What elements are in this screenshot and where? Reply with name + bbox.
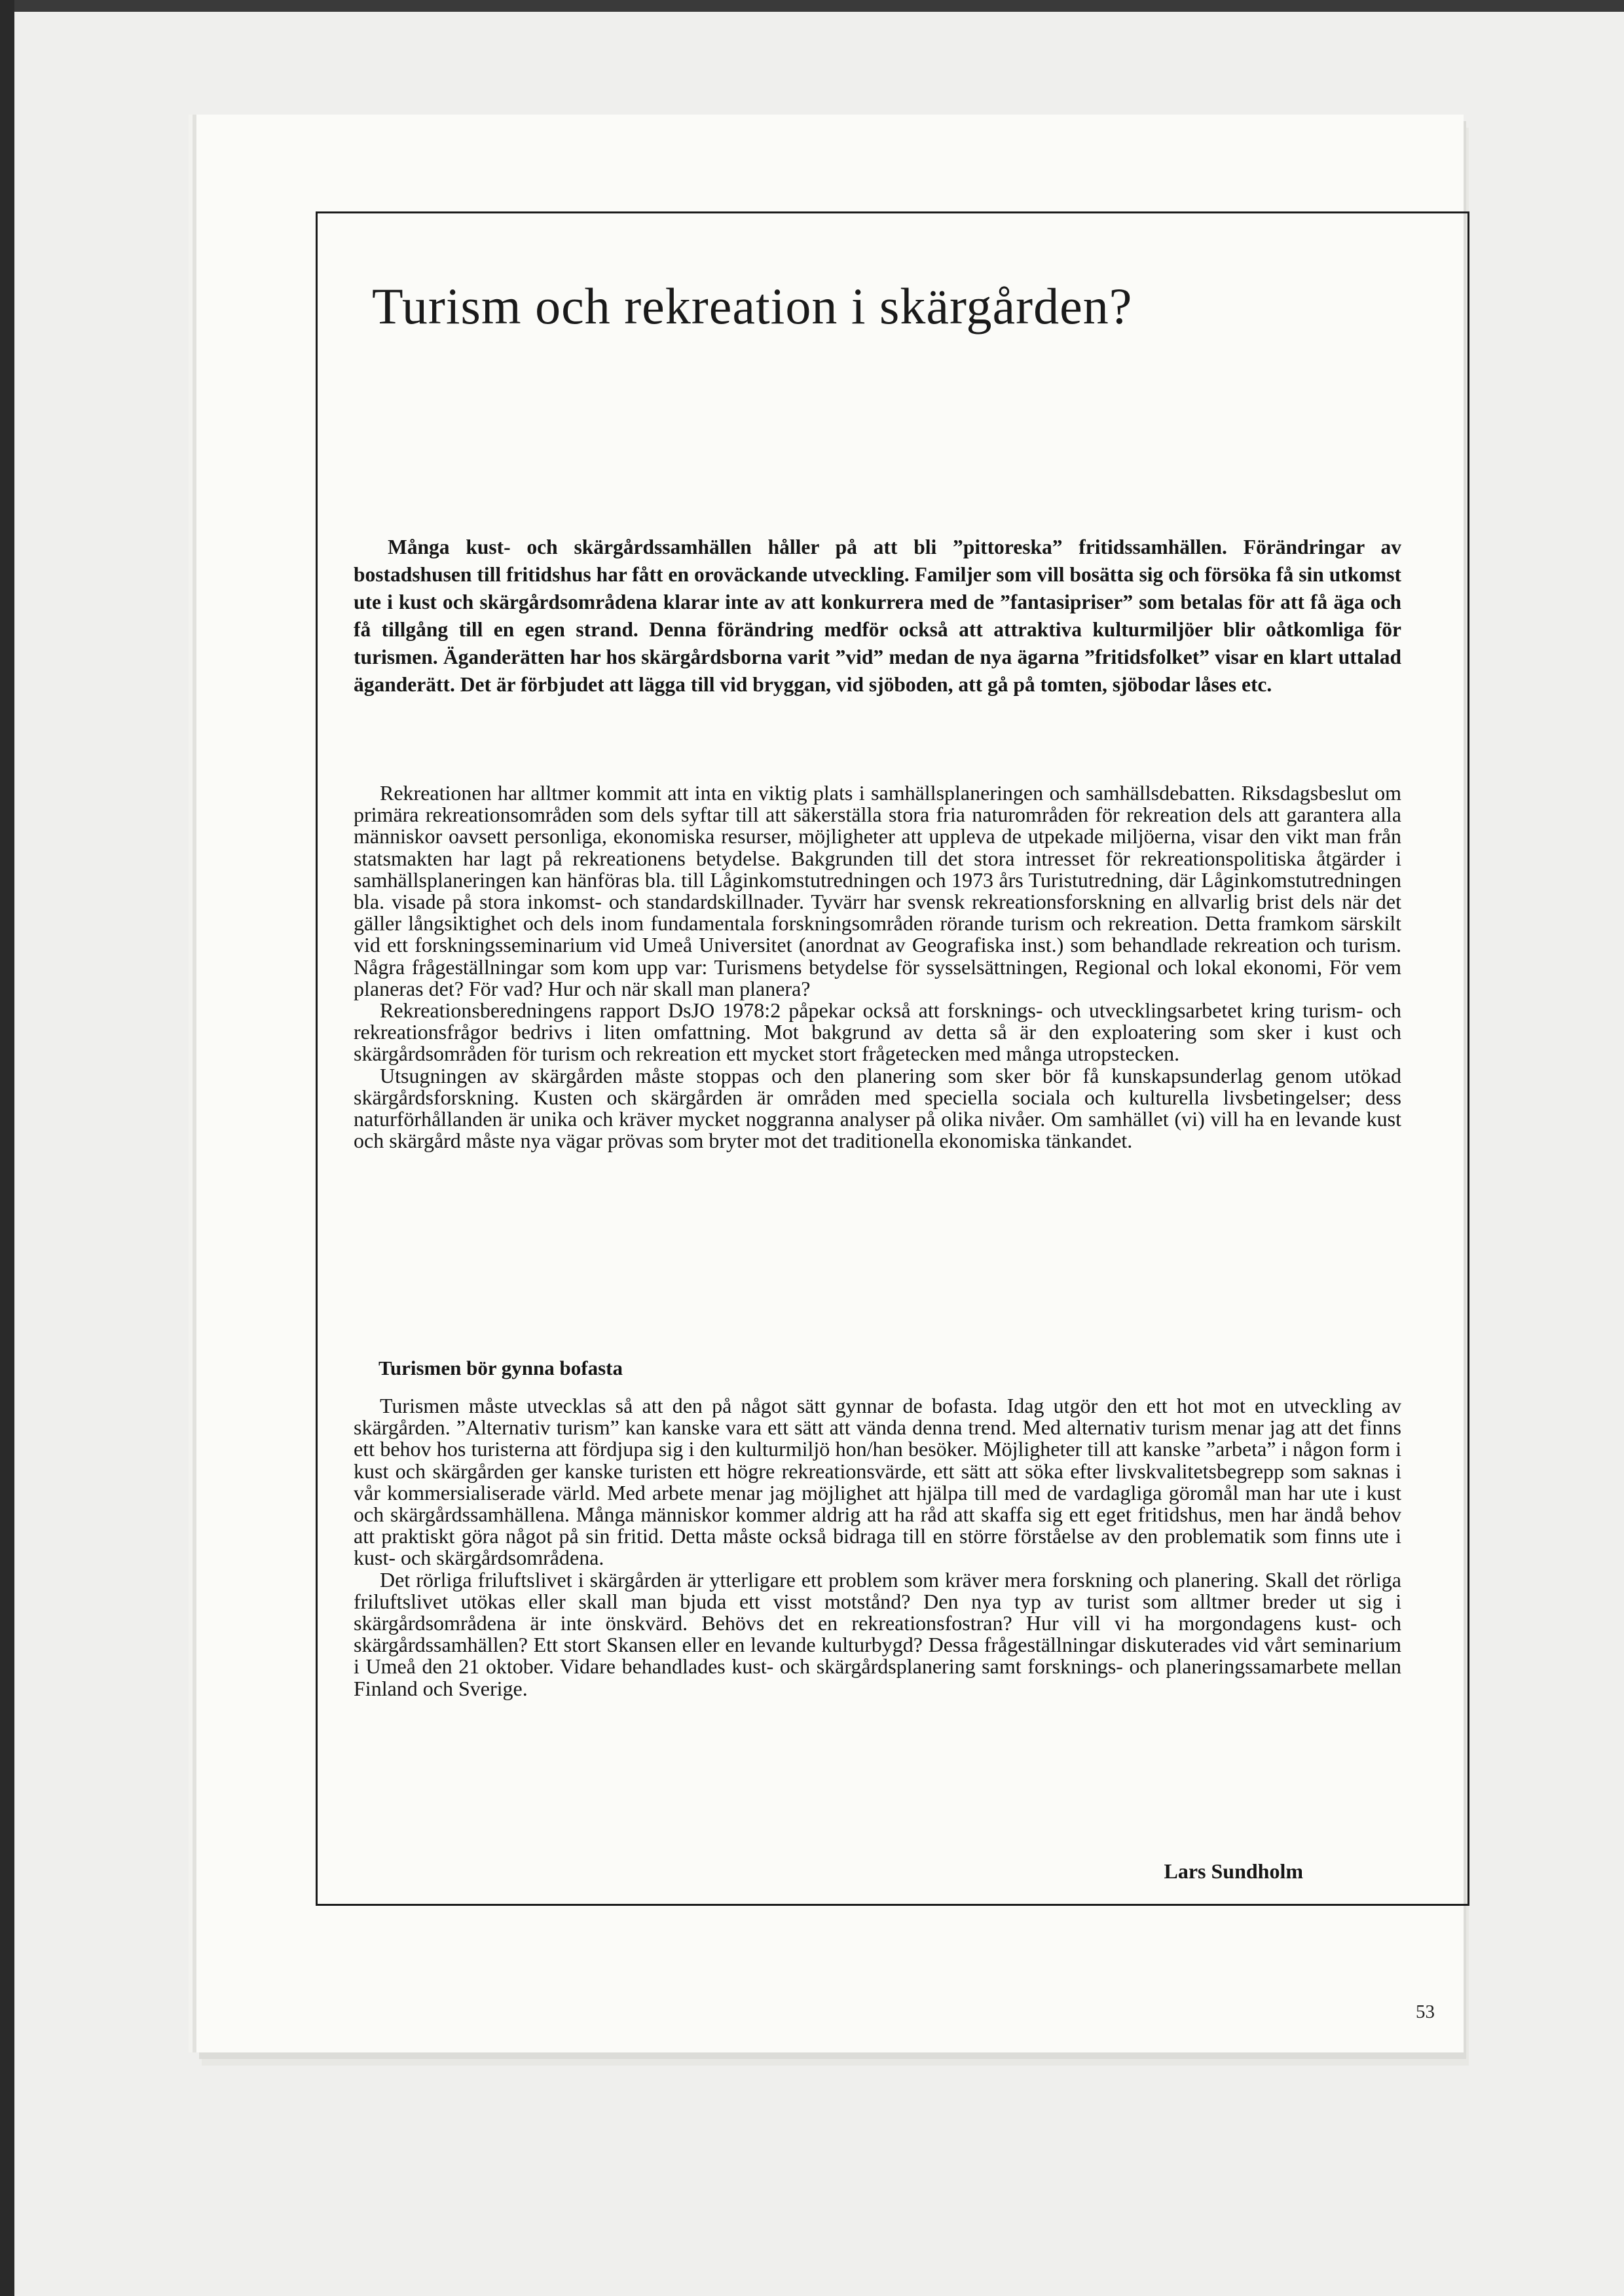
section-body	[354, 1395, 1401, 1700]
article-title: Turism och rekreation i skärgården?	[372, 278, 1133, 335]
author-signature: Lars Sundholm	[1164, 1859, 1303, 1883]
magazine-page	[196, 115, 1464, 2052]
body-paragraph: Rekreationen har alltmer kommit att inta en viktig plats i samhällsplaneringen och samhällsdebatten. Riksdagsbeslut om primära rekreationsområden som dels syftar till att säkerställa stora fria naturområden för rekreation dels att garantera alla människor oavsett personliga, ekonomiska resurser, möjligheter att uppleva de utpekade miljöerna, visar den vikt man från statsmakten har lagt på rekreationens betydelse. Bakgrunden till det stora intresset för rekreationspolitiska åtgärder i samhällsplaneringen kan hänföras bla. till Låginkomstutredningen och 1973 års Turistutredning, där Låginkomstutredningen bla. visade på stora inkomst- och standardskillnader. Tyvärr har svensk rekreationsforskning en allvarlig brist dels när det gäller långsiktighet och dels inom fundamentala forskningsområden rörande turism och rekreation. Detta framkom särskilt vid ett forskningsseminarium vid Umeå Universitet (anordnat av Geografiska inst.) som behandlade rekreation och turism. Några frågeställningar som kom upp var: Turismens betydelse för sysselsättningen, Regional och lokal ekonomi, För vem planeras det? För vad? Hur och när skall man planera?	[354, 781, 1401, 1000]
section-paragraph: Det rörliga friluftslivet i skärgården är ytterligare ett problem som kräver mera forskning och planering. Skall det rörliga friluftslivet utökas eller skall man bjuda ett visst motstånd? Den nya typ av turist som alltmer breder ut sig i skärgårdsområdena är inte önskvärd. Behövs det en rekreationsfostran? Hur vill vi ha morgondagens kust- och skärgårdssamhällen? Ett stort Skansen eller en levande kulturbygd? Dessa frågeställningar diskuterades vid vårt seminarium i Umeå den 21 oktober. Vidare behandlades kust- och skärgårdsplanering samt forsknings- och planeringssamarbete mellan Finland och Sverige.	[354, 1567, 1401, 1700]
section-paragraph: Turismen måste utvecklas så att den på något sätt gynnar de bofasta. Idag utgör den ett hot mot en utveckling av skärgården. ”Alternativ turism” kan kanske vara ett sätt att vända denna trend. Med alternativ turism menar jag att det finns ett behov hos turisterna att fördjupa sig i den kulturmiljö hon/han besöker. Möjligheter till att kanske ”arbeta” i någon form i kust och skärgården ger kanske turisten ett högre rekreationsvärde, ett sätt att söka efter livskvalitetsbegrepp som saknas i vår kommersialiserade värld. Med arbete menar jag möjlighet att hjälpa till med de vardagliga göromål man har ute i kust och skärgårdssamhällena. Många människor kommer aldrig att ha råd att skaffa sig ett eget fritidshus, men har ändå behov att praktiskt göra något på sin fritid. Detta måste också bidraga till en större förståelse av den problematik som finns ute i kust- och skärgårdsområdena.	[354, 1394, 1401, 1570]
scan-background-left	[0, 0, 14, 2296]
body-paragraph: Utsugningen av skärgården måste stoppas och den planering som sker bör få kunskapsunderlag genom utökad skärgårdsforskning. Kusten och skärgården är områden med speciella sociala och kulturella livsbetingelser; dess naturförhållanden är unika och kräver mycket noggranna analyser på olika nivåer. Om samhället (vi) vill ha en levande kust och skärgård måste nya vägar prövas som bryter mot det traditionella ekonomiska tänkandet.	[354, 1063, 1401, 1153]
page-number: 53	[1416, 2001, 1435, 2022]
body-paragraph: Rekreationsberedningens rapport DsJO 1978:2 påpekar också att forsknings- och utvecklingsarbetet kring turism- och rekreationsfrågor bedrivs i liten omfattning. Mot bakgrund av detta så är den exploatering som sker i kust och skärgårdsområden för turism och rekreation ett mycket stort frågetecken med många utropstecken.	[354, 998, 1401, 1066]
article-intro	[354, 534, 1401, 699]
scan-background-top	[0, 0, 1624, 12]
intro-paragraph: Många kust- och skärgårdssamhällen håller på att bli ”pittoreska” fritidssamhällen. Förändringar av bostadshusen till fritidshus har fått en oroväckande utveckling. Familjer som vill bosätta sig och försöka få sin utkomst ute i kust och skärgårdsområdena klarar inte av att konkurrera med de ”fantasipriser” som betalas för att få äga och få tillgång till en egen strand. Denna förändring medför också att attraktiva kulturmiljöer blir oåtkomliga för turismen. Äganderätten har hos skärgårdsborna varit ”vid” medan de nya ägarna ”fritidsfolket” visar en klart uttalad äganderätt. Det är förbjudet att lägga till vid bryggan, vid sjöboden, att gå på tomten, sjöbodar låses etc.	[354, 536, 1401, 696]
article-body	[354, 782, 1401, 1152]
section-heading: Turismen bör gynna bofasta	[378, 1357, 623, 1379]
